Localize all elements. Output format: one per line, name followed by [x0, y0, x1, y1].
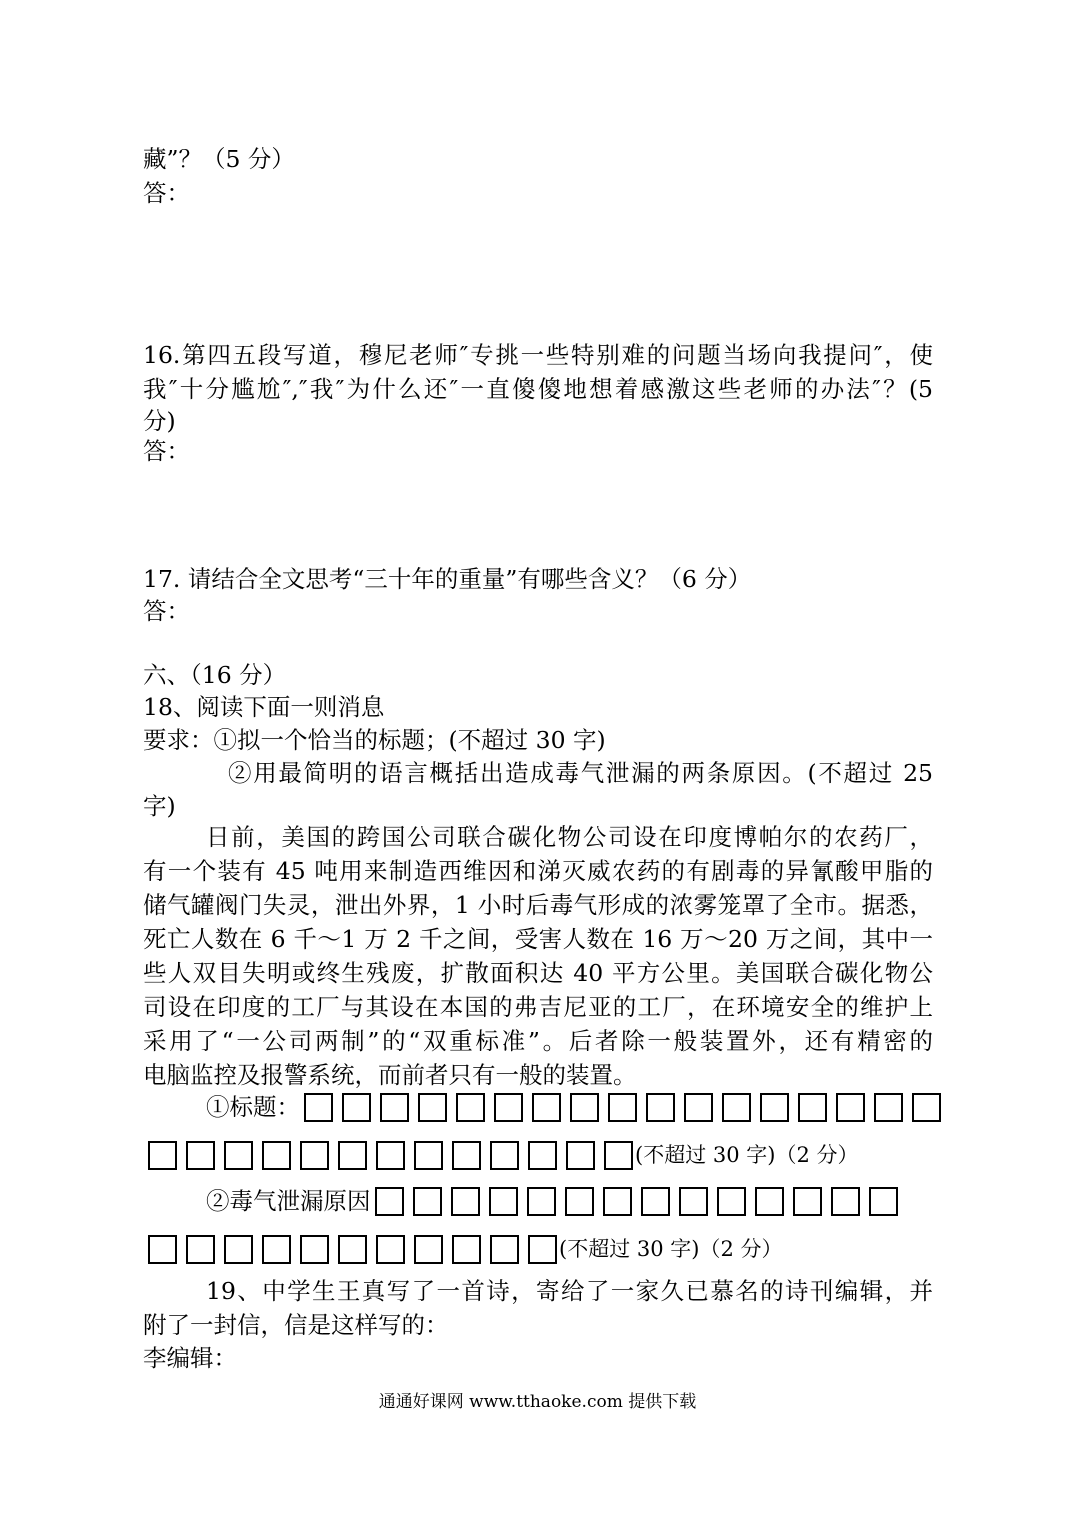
answer-char-box[interactable] [565, 1187, 594, 1216]
answer-char-box[interactable] [338, 1141, 367, 1170]
page-footer: 通通好课网 www.tthaoke.com 提供下载 [378, 1392, 697, 1412]
section-six-heading: 六、（16 分） [143, 661, 287, 689]
answer-char-box[interactable] [452, 1141, 481, 1170]
cause-answer-label: ②毒气泄漏原因 [206, 1187, 371, 1215]
news-passage-line: 有一个装有 45 吨用来制造西维因和涕灭威农药的有剧毒的异氰酸甲脂的 [143, 857, 933, 885]
answer-char-box[interactable] [342, 1093, 371, 1122]
answer-char-box[interactable] [452, 1235, 481, 1264]
answer-char-box[interactable] [793, 1187, 822, 1216]
title-answer-note: (不超过 30 字)（2 分） [635, 1143, 859, 1167]
answer-char-box[interactable] [490, 1141, 519, 1170]
answer-char-box[interactable] [300, 1235, 329, 1264]
answer-char-box[interactable] [376, 1235, 405, 1264]
cause-answer-row [148, 1234, 783, 1264]
answer-char-box[interactable] [262, 1235, 291, 1264]
q16-line-3: 分) [143, 407, 176, 435]
news-passage-line: 电脑监控及报警系统，而前者只有一般的装置。 [143, 1061, 637, 1089]
answer-char-box[interactable] [798, 1093, 827, 1122]
answer-char-box[interactable] [874, 1093, 903, 1122]
answer-char-box[interactable] [570, 1093, 599, 1122]
answer-char-box[interactable] [418, 1093, 447, 1122]
answer-char-box[interactable] [604, 1141, 633, 1170]
answer-char-box[interactable] [532, 1093, 561, 1122]
answer-char-box[interactable] [760, 1093, 789, 1122]
q19-salutation: 李编辑： [143, 1344, 237, 1372]
q19-line-2: 附了一封信，信是这样写的： [143, 1311, 449, 1339]
answer-char-box[interactable] [148, 1235, 177, 1264]
news-passage-line: 司设在印度的工厂与其设在本国的弗吉尼亚的工厂，在环境安全的维护上 [143, 993, 933, 1021]
answer-char-box[interactable] [380, 1093, 409, 1122]
answer-char-box[interactable] [566, 1141, 595, 1170]
answer-char-box[interactable] [414, 1141, 443, 1170]
title-answer-row [148, 1140, 859, 1170]
answer-char-box[interactable] [451, 1187, 480, 1216]
answer-char-box[interactable] [717, 1187, 746, 1216]
answer-char-box[interactable] [413, 1187, 442, 1216]
news-passage-line: 储气罐阀门失灵，泄出外界，1 小时后毒气形成的浓雾笼罩了全市。据悉， [143, 891, 933, 919]
q18-requirement-2: ②用最简明的语言概括出造成毒气泄漏的两条原因。(不超过 25 [228, 759, 933, 787]
news-passage-line: 日前，美国的跨国公司联合碳化物公司设在印度博帕尔的农药厂， [206, 823, 933, 851]
q18-requirement-1: 要求：①拟一个恰当的标题；(不超过 30 字) [143, 726, 606, 754]
answer-char-box[interactable] [836, 1093, 865, 1122]
answer-char-box[interactable] [912, 1093, 941, 1122]
q16-line-1: 16.第四五段写道，穆尼老师″专挑一些特别难的问题当场向我提问″，使 [143, 341, 933, 369]
answer-char-box[interactable] [722, 1093, 751, 1122]
answer-char-box[interactable] [304, 1093, 333, 1122]
answer-char-box[interactable] [490, 1235, 519, 1264]
q19-line-1: 19、中学生王真写了一首诗，寄给了一家久已慕名的诗刊编辑，并 [206, 1277, 933, 1305]
answer-char-box[interactable] [869, 1187, 898, 1216]
q15-answer-label: 答： [143, 179, 190, 207]
answer-char-box[interactable] [376, 1141, 405, 1170]
answer-char-box[interactable] [494, 1093, 523, 1122]
answer-char-box[interactable] [679, 1187, 708, 1216]
q18-requirement-2-cont: 字) [143, 792, 176, 820]
q17-question: 17. 请结合全文思考“三十年的重量”有哪些含义？（6 分） [143, 565, 752, 593]
answer-char-box[interactable] [262, 1141, 291, 1170]
q17-answer-label: 答： [143, 597, 190, 625]
answer-char-box[interactable] [186, 1235, 215, 1264]
answer-char-box[interactable] [224, 1235, 253, 1264]
news-passage-line: 采用了“一公司两制”的“双重标准”。后者除一般装置外，还有精密的 [143, 1027, 933, 1055]
news-passage-line: 死亡人数在 6 千～1 万 2 千之间，受害人数在 16 万～20 万之间，其中一 [143, 925, 933, 953]
answer-char-box[interactable] [375, 1187, 404, 1216]
q16-answer-label: 答： [143, 437, 190, 465]
title-answer-row [206, 1092, 941, 1122]
answer-char-box[interactable] [300, 1141, 329, 1170]
q16-line-2: 我″十分尴尬″,″我″为什么还″一直傻傻地想着感激这些老师的办法″？(5 [143, 375, 933, 403]
answer-char-box[interactable] [456, 1093, 485, 1122]
answer-char-box[interactable] [608, 1093, 637, 1122]
answer-char-box[interactable] [528, 1141, 557, 1170]
answer-char-box[interactable] [641, 1187, 670, 1216]
answer-char-box[interactable] [755, 1187, 784, 1216]
answer-char-box[interactable] [338, 1235, 367, 1264]
q15-tail: 藏”？（5 分） [143, 145, 295, 173]
cause-answer-row [206, 1186, 898, 1216]
answer-char-box[interactable] [528, 1235, 557, 1264]
answer-char-box[interactable] [414, 1235, 443, 1264]
cause-answer-note: (不超过 30 字)（2 分） [559, 1237, 783, 1261]
answer-char-box[interactable] [186, 1141, 215, 1170]
news-passage-line: 些人双目失明或终生残废，扩散面积达 40 平方公里。美国联合碳化物公 [143, 959, 933, 987]
q18-title: 18、阅读下面一则消息 [143, 693, 385, 721]
answer-char-box[interactable] [224, 1141, 253, 1170]
answer-char-box[interactable] [603, 1187, 632, 1216]
answer-char-box[interactable] [527, 1187, 556, 1216]
title-answer-label: ①标题： [206, 1093, 300, 1121]
answer-char-box[interactable] [646, 1093, 675, 1122]
answer-char-box[interactable] [489, 1187, 518, 1216]
answer-char-box[interactable] [684, 1093, 713, 1122]
answer-char-box[interactable] [831, 1187, 860, 1216]
answer-char-box[interactable] [148, 1141, 177, 1170]
